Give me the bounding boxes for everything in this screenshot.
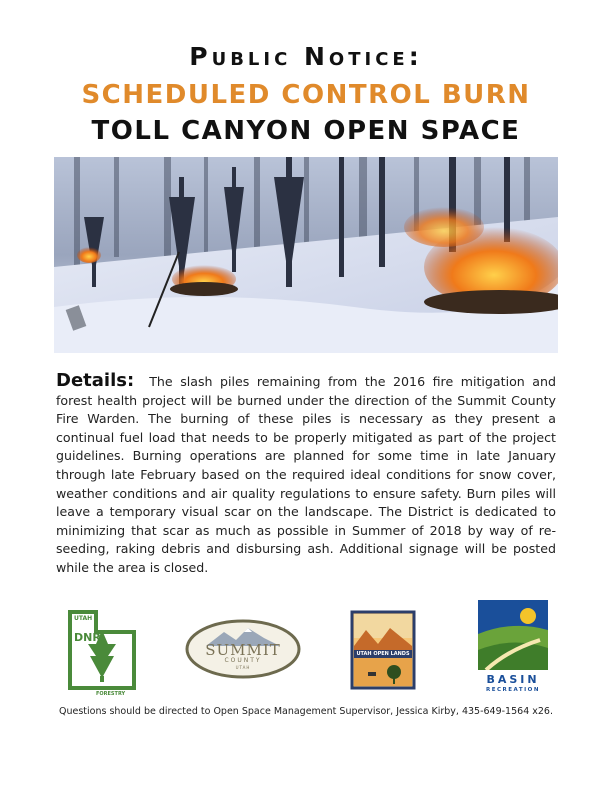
summit-state-text: UTAH <box>235 665 251 670</box>
dnr-forestry-logo <box>66 608 138 697</box>
burn-title: SCHEDULED CONTROL BURN <box>81 80 531 110</box>
details-label: Details: <box>56 370 135 391</box>
dnr-main-text: DNR <box>74 631 101 644</box>
notice-heading: Public Notice: <box>189 42 423 71</box>
basin-sub-text: RECREATION <box>486 687 540 693</box>
open-lands-label: UTAH OPEN LANDS <box>356 651 410 657</box>
dnr-top-text: UTAH <box>74 615 93 622</box>
basin-recreation-logo <box>478 600 548 696</box>
forest-burn-photo <box>54 157 558 353</box>
summit-county-logo <box>184 618 302 680</box>
contact-footer: Questions should be directed to Open Space Management Supervisor, Jessica Kirby, 435-649-1564 x26. <box>59 706 553 717</box>
details-paragraph <box>56 372 556 578</box>
partner-logos <box>0 600 612 695</box>
summit-sub-text: COUNTY <box>224 657 262 664</box>
details-text: The slash piles remaining from the 2016 fire mitigation and forest health project will be burned under the direction of the Summit County Fire Warden. The burning of these piles is necessary as they present a continual fuel load that needs to be properly mitigated as part of the project guidelines. Burning operations are planned for some time in late January through late February based on the required ideal conditions for snow cover, weather conditions and air quality regulations to ensure safety. Burn piles will leave a temporary visual scar on the landscape. The District is dedicated to minimizing that scar as much as possible in Summer of 2018 by way of re-seeding, raking debris and disbursing ash. Additional signage will be posted while the area is closed. <box>56 374 556 575</box>
summit-main-text: SUMMIT <box>205 641 281 659</box>
location-title: TOLL CANYON OPEN SPACE <box>91 116 521 146</box>
basin-main-text: BASIN <box>486 673 540 686</box>
dnr-bottom-text: FORESTRY <box>96 691 126 697</box>
utah-open-lands-logo <box>350 610 416 690</box>
